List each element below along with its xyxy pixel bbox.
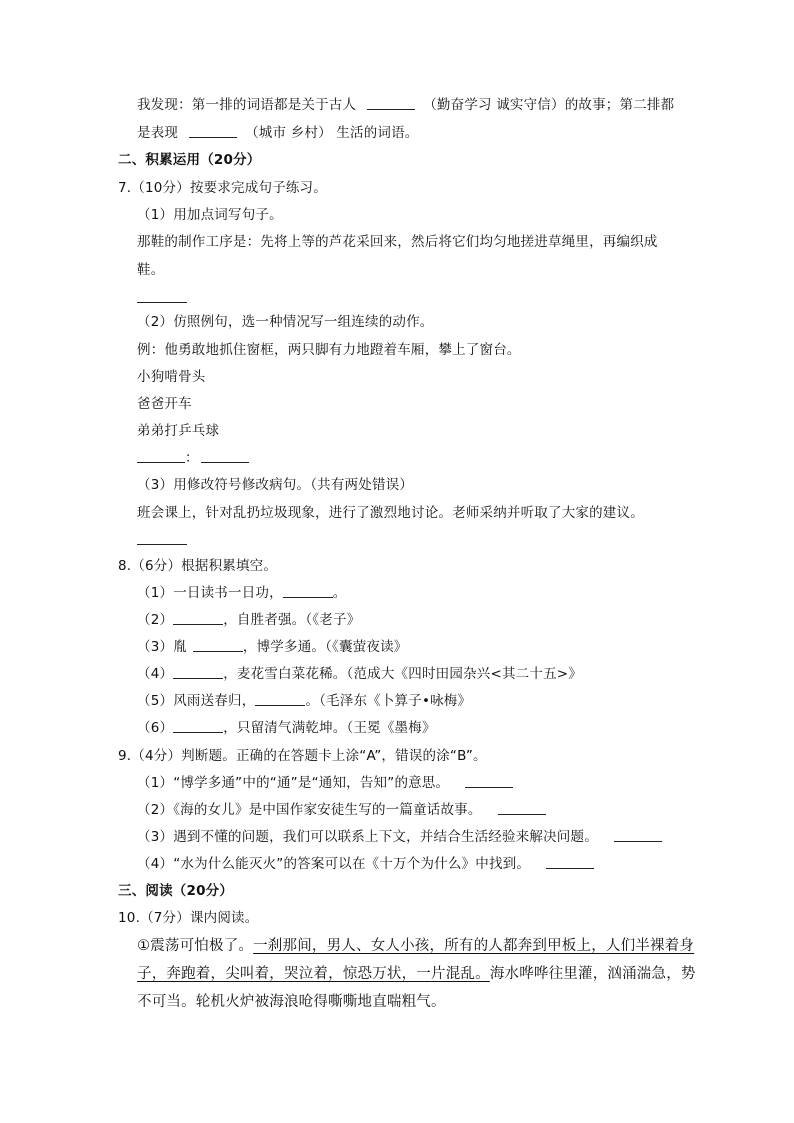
colon: ：: [185, 450, 199, 466]
finding-text-c: 是表现: [137, 125, 179, 141]
question-7-3-text: 班会课上，针对乱扔垃圾现象，进行了激烈地讨论。老师采纳并听取了大家的建议。: [137, 505, 644, 521]
answer-blank[interactable]: [498, 801, 546, 815]
option-2: 爸爸开车: [137, 396, 192, 412]
question-7-1-text-b: 鞋。: [137, 262, 165, 278]
question-8-1: （1）一日读书一日功， 。: [137, 585, 347, 601]
answer-line[interactable]: [137, 531, 187, 549]
question-8-3: （3）胤 ，博学多通。（《囊萤夜读》: [137, 639, 408, 655]
option-3: 弟弟打乒乓球: [137, 423, 220, 439]
option-1: 小狗啃骨头: [137, 369, 206, 385]
answer-blank[interactable]: [546, 855, 594, 869]
answer-line-pair: [137, 449, 249, 467]
finding-line-2: [137, 124, 419, 142]
question-8: 8.（6分）根据积累填空。: [118, 558, 278, 574]
answer-blank[interactable]: [255, 692, 305, 706]
question-10: 10.（7分）课内阅读。: [118, 910, 259, 926]
finding-text-b: （勤奋学习 诚实守信）的故事；第二排都: [423, 97, 675, 113]
answer-blank[interactable]: [283, 584, 333, 598]
answer-blank[interactable]: [137, 449, 185, 463]
answer-blank[interactable]: [201, 449, 249, 463]
question-7: 7.（10分）按要求完成句子练习。: [118, 180, 327, 196]
answer-blank[interactable]: [173, 719, 223, 733]
answer-blank[interactable]: [189, 124, 237, 138]
question-7-1: （1）用加点词写句子。: [137, 207, 283, 223]
answer-blank[interactable]: [173, 665, 223, 679]
passage-line-3: 不可当。轮机火炉被海浪呛得嘶嘶地直喘粗气。: [137, 994, 446, 1010]
answer-blank[interactable]: [173, 611, 223, 625]
question-9-1: （1）“博学多通”中的“通”是“通知，告知”的意思。: [137, 774, 513, 792]
answer-blank[interactable]: [614, 828, 662, 842]
question-7-3: （3）用修改符号修改病句。（共有两处错误）: [137, 477, 414, 493]
section-3-heading: 三、阅读（20分）: [118, 883, 234, 899]
question-8-6: （6） ，只留清气满乾坤。（王冕《墨梅》: [137, 720, 436, 736]
answer-blank[interactable]: [465, 774, 513, 788]
question-9-3: （3）遇到不懂的问题，我们可以联系上下文，并结合生活经验来解决问题。: [137, 828, 662, 846]
question-8-2: （2） ，自胜者强。（《老子》: [137, 612, 361, 628]
passage-line-2: 子，奔跑着，尖叫着，哭泣着，惊恐万状，一片混乱。海水哗哗往里灌，汹涌湍急，势: [137, 966, 696, 982]
answer-blank[interactable]: [193, 638, 243, 652]
answer-blank[interactable]: [367, 96, 415, 110]
section-2-heading: 二、积累运用（20分）: [118, 152, 261, 168]
finding-line-1: [137, 96, 674, 114]
question-7-1-text-a: 那鞋的制作工序是：先将上等的芦花采回来，然后将它们均匀地搓进草绳里，再编织成: [137, 234, 658, 250]
question-7-2: （2）仿照例句，选一种情况写一组连续的动作。: [137, 314, 434, 330]
passage-line-1: ①震荡可怕极了。一刹那间，男人、女人小孩，所有的人都奔到甲板上，人们半裸着身: [137, 938, 695, 954]
question-7-2-example: 例：他勇敢地抓住窗框，两只脚有力地蹬着车厢，攀上了窗台。: [137, 342, 521, 358]
question-9-4: （4）“水为什么能灭火”的答案可以在《十万个为什么》中找到。: [137, 855, 594, 873]
question-8-5: （5）风雨送春归， 。（毛泽东《卜算子•咏梅》: [137, 693, 472, 709]
answer-line[interactable]: [137, 289, 187, 307]
question-8-4: （4） ，麦花雪白菜花稀。（范成大《四时田园杂兴<其二十五>》: [137, 666, 582, 682]
finding-text-d: （城市 乡村） 生活的词语。: [245, 125, 419, 141]
question-9: 9.（4分）判断题。正确的在答题卡上涂“A”，错误的涂“B”。: [118, 748, 487, 764]
question-9-2: （2）《海的女儿》是中国作家安徒生写的一篇童话故事。: [137, 801, 546, 819]
finding-text-a: 我发现：第一排的词语都是关于古人: [137, 97, 357, 113]
underlined-sentence: 一刹那间，男人、女人小孩，所有的人都奔到甲板上，人们半裸着身: [253, 938, 695, 954]
underlined-sentence: 子，奔跑着，尖叫着，哭泣着，惊恐万状，一片混乱。: [137, 966, 490, 982]
